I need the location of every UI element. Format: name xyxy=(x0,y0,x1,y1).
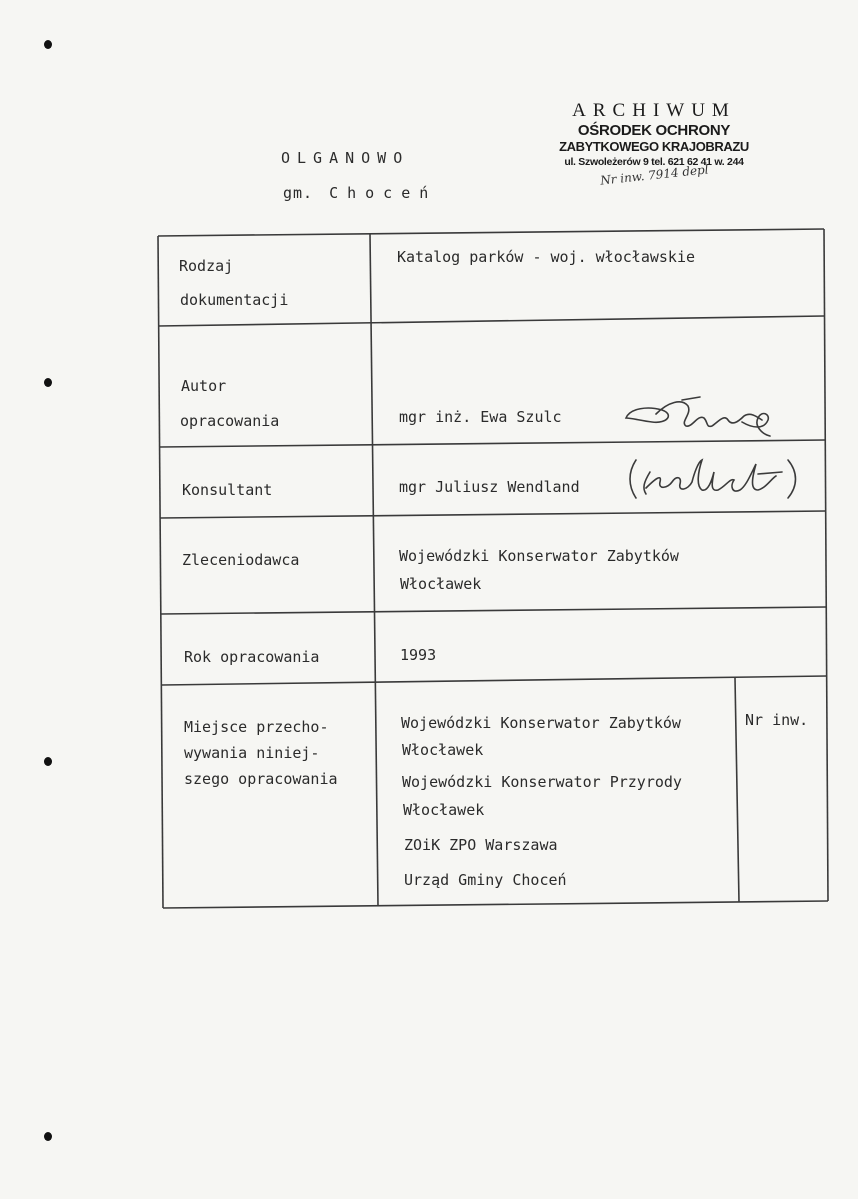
autor-label-2: opracowania xyxy=(180,412,280,430)
handwritten-inventory-note: Nr inw. 7914 depl xyxy=(599,162,710,188)
miejsce-value-1a: Wojewódzki Konserwator Zabytków xyxy=(401,714,681,732)
zleceniodawca-value-2: Włocławek xyxy=(400,575,482,593)
autor-label-1: Autor xyxy=(181,377,227,395)
konsultant-value: mgr Juliusz Wendland xyxy=(399,478,580,496)
miejsce-label-2: wywania niniej- xyxy=(184,744,320,762)
rok-value: 1993 xyxy=(400,646,437,664)
stamp-line-1: ARCHIWUM xyxy=(572,100,736,121)
author-signature xyxy=(622,392,772,442)
rodzaj-label-1: Rodzaj xyxy=(179,257,234,275)
place-name: OLGANOWO xyxy=(281,149,410,167)
consultant-signature xyxy=(622,452,808,504)
municipality-prefix: gm. xyxy=(283,184,314,202)
rok-label: Rok opracowania xyxy=(184,648,320,666)
stamp-line-3: ZABYTKOWEGO KRAJOBRAZU xyxy=(559,139,749,154)
zleceniodawca-value-1: Wojewódzki Konserwator Zabytków xyxy=(399,547,679,565)
zleceniodawca-label: Zleceniodawca xyxy=(182,551,300,569)
miejsce-label-3: szego opracowania xyxy=(184,770,338,788)
miejsce-value-3: ZOiK ZPO Warszawa xyxy=(404,836,558,854)
rodzaj-label-2: dokumentacji xyxy=(180,291,289,309)
miejsce-value-4: Urząd Gminy Choceń xyxy=(404,871,567,889)
stamp-line-4: ul. Szwoleżerów 9 tel. 621 62 41 w. 244 xyxy=(564,156,744,168)
miejsce-value-1b: Włocławek xyxy=(402,741,484,759)
rodzaj-value: Katalog parków - woj. włocławskie xyxy=(397,248,696,266)
autor-value: mgr inż. Ewa Szulc xyxy=(399,408,562,426)
inventory-number-label: Nr inw. xyxy=(745,711,809,729)
miejsce-value-2b: Włocławek xyxy=(403,801,485,819)
stamp-line-2: OŚRODEK OCHRONY xyxy=(577,122,731,139)
miejsce-value-2a: Wojewódzki Konserwator Przyrody xyxy=(402,773,682,791)
miejsce-label-1: Miejsce przecho- xyxy=(184,718,329,736)
municipality-name: Choceń xyxy=(329,184,438,202)
konsultant-label: Konsultant xyxy=(182,481,273,499)
